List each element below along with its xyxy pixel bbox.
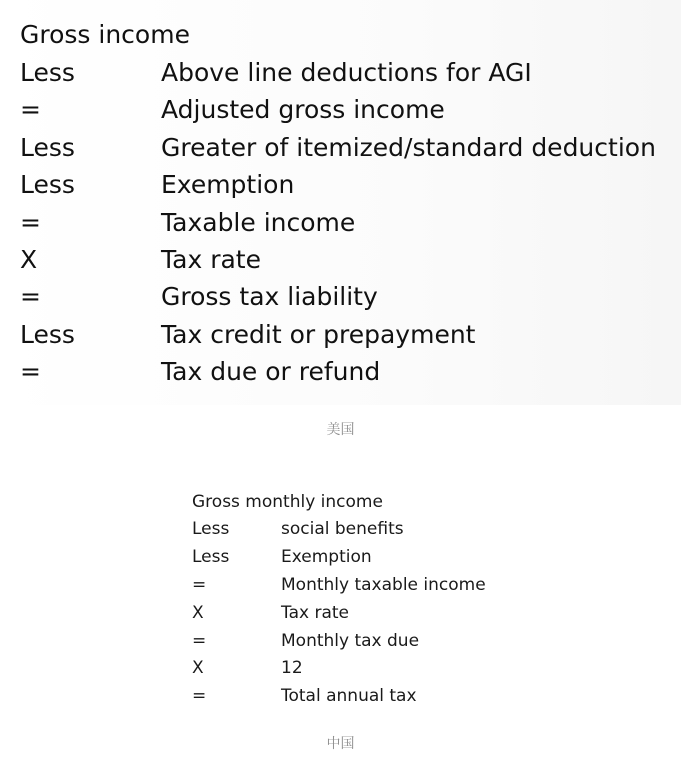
us-row-text: Tax rate <box>161 244 261 274</box>
us-formula-row <box>20 355 675 392</box>
us-formula-row <box>20 56 675 93</box>
us-row-operator: = <box>20 282 41 312</box>
cn-formula-row <box>192 575 502 603</box>
us-formula-row <box>20 93 675 130</box>
cn-formula-row <box>192 603 502 631</box>
us-row-text: Adjusted gross income <box>161 95 445 125</box>
us-row-text: Greater of itemized/standard deduction <box>161 132 656 162</box>
us-formula-row <box>20 280 675 317</box>
us-formula-row <box>20 206 675 243</box>
cn-row-operator: Less <box>192 546 230 567</box>
cn-row-operator: = <box>192 630 207 651</box>
us-row-text: Tax due or refund <box>161 357 381 387</box>
cn-row-text: Tax rate <box>281 602 349 623</box>
cn-row-operator: Less <box>192 519 230 539</box>
us-row-operator: Less <box>20 319 75 349</box>
cn-tax-formula-image <box>180 484 510 719</box>
us-row-text: Taxable income <box>161 207 356 237</box>
us-formula-row <box>20 318 675 355</box>
us-row-operator: Less <box>20 170 75 200</box>
cn-row-text: Monthly taxable income <box>281 574 486 595</box>
us-row-text: Gross tax liability <box>161 282 378 312</box>
cn-formula-row <box>192 658 502 686</box>
cn-formula-rows <box>192 519 502 714</box>
cn-row-operator: X <box>192 658 204 679</box>
cn-row-text: Total annual tax <box>281 686 417 707</box>
us-row-operator: X <box>20 244 38 274</box>
us-row-text: Above line deductions for AGI <box>161 58 532 87</box>
us-formula-rows <box>20 56 675 393</box>
cn-formula-row <box>192 631 502 659</box>
us-row-text: Exemption <box>161 170 295 200</box>
cn-formula-row <box>192 519 502 547</box>
us-row-operator: = <box>20 357 41 387</box>
cn-row-text: social benefits <box>281 519 404 539</box>
cn-row-operator: X <box>192 602 204 623</box>
us-row-operator: = <box>20 207 41 237</box>
cn-formula-title: Gross monthly income <box>192 492 383 512</box>
us-image-caption: 美国 <box>326 422 355 438</box>
us-formula-row <box>20 243 675 280</box>
us-row-operator: Less <box>20 58 75 87</box>
us-row-operator: = <box>20 95 41 125</box>
cn-row-text: Exemption <box>281 546 372 567</box>
us-formula-row <box>20 168 675 205</box>
cn-row-operator: = <box>192 686 207 707</box>
cn-image-caption: 中国 <box>326 736 355 752</box>
cn-formula-row <box>192 547 502 575</box>
cn-row-text: Monthly tax due <box>281 630 420 651</box>
us-row-operator: Less <box>20 132 75 162</box>
cn-formula-row <box>192 686 502 714</box>
us-row-text: Tax credit or prepayment <box>161 319 476 349</box>
cn-row-text: 12 <box>281 658 303 679</box>
us-formula-row <box>20 131 675 168</box>
us-formula-title: Gross income <box>20 20 190 49</box>
cn-row-operator: = <box>192 574 207 595</box>
